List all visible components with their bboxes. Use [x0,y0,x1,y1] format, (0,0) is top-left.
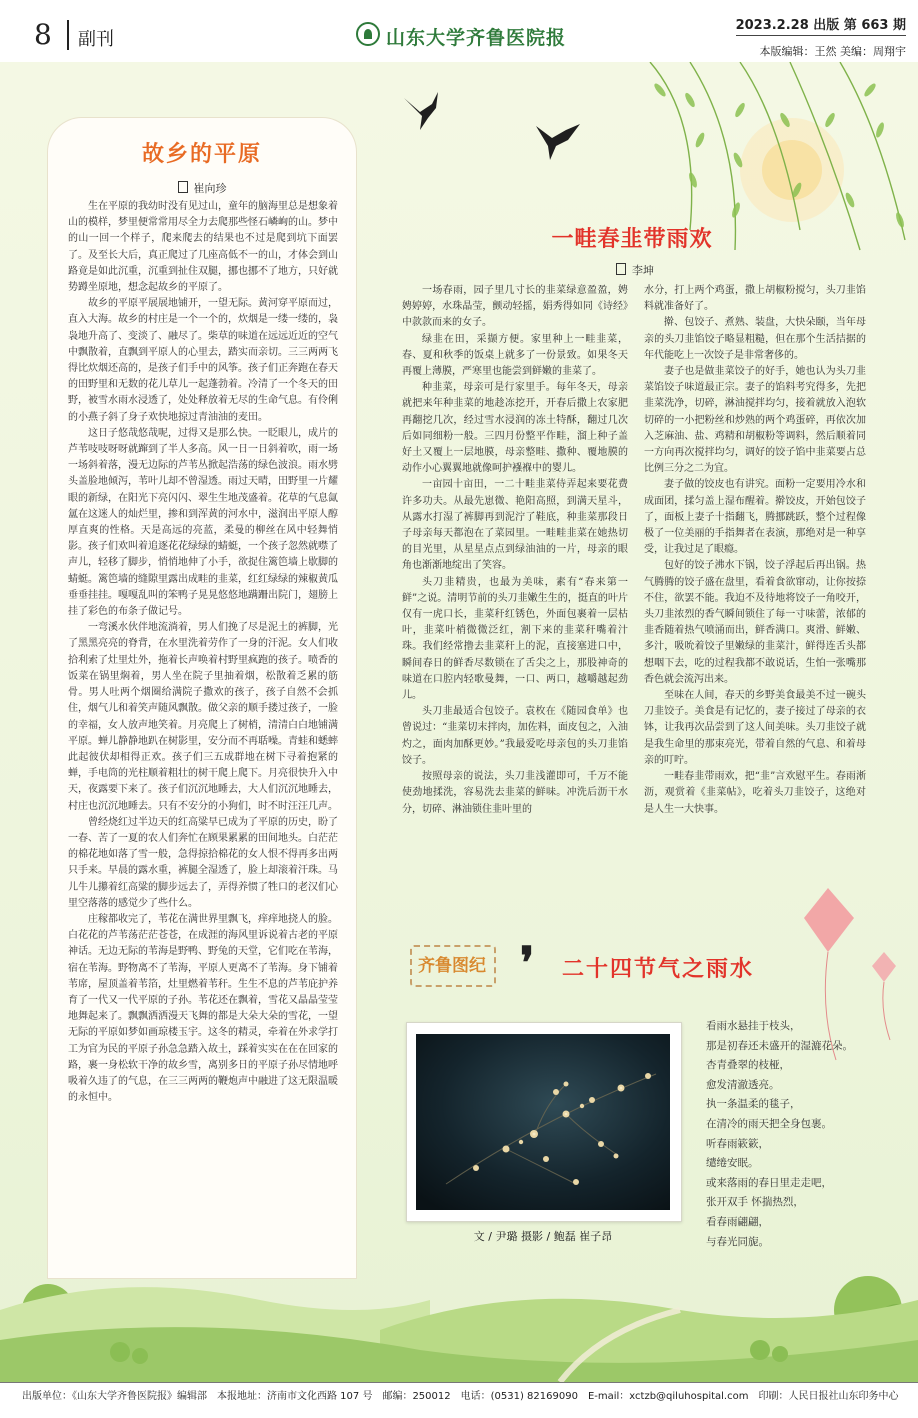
article2-paragraph: 至味在人间，春天的乡野美食最美不过一碗头刀韭饺子。美食是有记忆的，妻子接过了母亲的衣钵，让我再次品尝到了这人间美味。头刀韭饺子就是我生命里的那束亮光，带着自然的气息、和着母亲的叮咛。 [644,690,866,766]
article2-paragraph: 妻子也是做韭菜饺子的好手，她也认为头刀韭菜馅饺子味道最正宗。妻子的馅料考究得多，先把韭菜洗净，切碎，淋油搅拌均匀，接着就放入泡软切碎的一小把粉丝和炒熟的两个鸡蛋碎，再依次加入芝麻油、盐、鸡精和胡椒粉等调料，然后顺着同一方向再次搅拌均匀，调好的饺子馅中韭菜要占总比例三分之二为宜。 [644,366,866,475]
article2-title: 一畦春韭带雨欢 [551,226,713,252]
article2-author: 李坤 [632,264,654,277]
article1-byline [48,180,356,196]
header-divider [67,20,69,50]
article1-paragraph: 生在平原的我幼时没有见过山，童年的脑海里总是想象着山的模样，梦里便常常用尽全力去爬那些怪石嶙峋的山。梦中的山一回一个样子，爬来爬去的结果也不过是爬到坑下面罢了。及至长大后，真正爬过了几座高低不一的山，才体会到山路竟是如此沉重，沉重到扯住双腿，挪也挪不了地方，只好就势蹲坐原地，想念起故乡的平原了。 [68,201,338,294]
document-icon [178,181,188,193]
article1-title: 故乡的平原 [141,141,262,167]
poem-line: 在清冷的雨天把全身包裹。 [706,1117,832,1130]
article1-paragraph: 故乡的平原平展展地铺开，一望无际。黄河穿平原而过，直入大海。故乡的村庄是一个一个的，炊烟是一缕一缕的，袅袅地升高了、变淡了、融尽了。柴草的味道在远远近近的空气中飘散着，直飘到平原人的心里去，踏实而亲切。三三两两飞得比炊烟还高的，是孩子们手中的风筝。孩子们正奔跑在春天的田野里和无数的花儿草儿一起蓬勃着。冷清了一个冬天的田野，被雪水雨水浸透了，处处释放着无尽的生命气息。有伶俐的小燕子斜了身子欢快地掠过青油油的麦田。 [68,298,338,423]
article2-paragraph: 按照母亲的说法，头刀韭浅灌即可，千万不能使劲地揉洗，容易洗去韭菜的鲜味。冲洗后沥干水分，切碎、淋油锁住韭叶里的 [402,771,628,815]
poem [706,1017,876,1252]
article2-paragraph: 擀、包饺子、煮熟、装盘，大快朵颐，当年母亲的头刀韭馅饺子略显粗糙，但在那个生活拮据的年代能吃上一次饺子是非常奢侈的。 [644,317,866,361]
page-header [0,0,918,62]
article2-paragraph: 包好的饺子沸水下锅，饺子浮起后再出锅。热气腾腾的饺子盛在盘里，看着食欲窜动，让你按捺不住，欲罢不能。我迫不及待地将饺子一角咬开，头刀韭浓烈的香气瞬间锁住了每一寸味蕾，浓郁的韭香随着热气喷涌而出，鲜香满口。爽滑、鲜嫩、多汁，吸吮着饺子里嫩绿的韭菜汁，鲜得连舌头都想咽下去，吃的过程我都不敢说话，生怕一张嘴那香色就会流泻出来。 [644,560,866,685]
article1-paragraph: 曾经烧红过半边天的红高粱早已成为了平原的历史，盼了一春、苦了一夏的农人们奔忙在顾果累累的田间地头。白茫茫的棉花地如落了雪一般，急得掠拾棉花的女人恨不得再多出两只手来。早晨的露水重，裤腿全湿透了，脸上却滚着汗珠。马儿牛儿攥着红高粱的脚步远去了，弄得养惯了牲口的老汉们心里空落落的感觉少了些什么。 [68,816,338,909]
article2-paragraph: 一场春雨，园子里几寸长的韭菜绿意盈盈，娉娉婷婷，水珠晶莹，颤动轻摇，娟秀得如同《诗经》中款款而来的女子。 [402,285,628,329]
article2-paragraph: 一亩园十亩田，一二十畦韭菜侍弄起来要花费许多功夫。从最先崽微、艳阳高照，到满天星斗，从露水打湿了裤脚再到泥泞了鞋底，种韭菜那段日子母亲每天都泡在了菜园里。一畦畦韭菜在她热切的目光里，从星星点点到绿油油的一片，母亲的眼角也渐渐地绽出了笑容。 [402,479,628,572]
article2-paragraph: 种韭菜，母亲可是行家里手。每年冬天，母亲就把来年种韭菜的地趁冻挖开，开春后撒上农家肥再翻挖几次，经过雪水浸润的冻土特酥，翻过几次后如同细粉一般。三四月份整平作畦，溜上种子盖好土又覆上一层地膜，母亲整畦、撒种、覆地膜的动作小心翼翼地就像呵护襁褓中的婴儿。 [402,382,628,475]
poem-line: 看春雨翩翩， [706,1215,769,1228]
page-footer [0,1382,918,1418]
page-number: 8 [34,18,52,51]
document-icon [616,263,626,275]
hospital-logo-icon [356,22,380,46]
poem-line: 听春雨簌簌， [706,1137,769,1150]
quote-mark-icon: ❜ [520,938,535,989]
article2-paragraph: 水分，打上两个鸡蛋，撒上胡椒粉搅匀，头刀韭馅料就准备好了。 [644,285,866,313]
issue-info [736,14,906,59]
issue-date: 2023.2.28 出版 第 663 期 [735,18,906,33]
poem-line: 愈发清澈透亮。 [706,1078,780,1091]
article2-paragraph: 妻子做的饺皮也有讲究。面粉一定要用冷水和成面团，揉匀盖上湿布醒着。擀饺皮，开始包饺子了，面板上妻子十指翻飞，腾挪跳跃，整个过程像极了一位美丽的手指舞者在表演，那绝对是一种享受，让我过足了眼瘾。 [644,479,866,556]
article1-paragraph: 庄稼都收完了，苇花在满世界里飘飞，痒痒地挠人的脸。白花花的芦苇荡茫茫苍苍，在成涯的海风里诉说着古老的平原神话。无边无际的苇海是野鸭、野兔的天堂，它们吃在苇海，宿在苇海。野物离不了苇海，平原人更离不了苇海。身下铺着苇席，屋顶盖着苇箔，灶里燃着苇秆。生生不息的芦苇庇护养育了一代又一代平原的子孙。苇花还在飘着，雪花又晶晶莹莹地舞起来了。飘飘洒洒漫天飞舞的都是大朵大朵的雪花，一望无际的平原如梦如画琼楼玉宇。这冬的精灵，牵着在外求学打工为官为民的平原子孙急急踏入故土，踩着实实在在在回家的路，裹一身松软干净的故乡雪，离别多日的平原子孙尽情地呼吸着久违了的气息，在三三两两的鞭炮声中融进了这无限温暖的永恒中。 [68,913,338,1104]
masthead [356,22,576,50]
rain-blossom-photo [416,1034,670,1210]
article2-column-1 [402,283,628,883]
masthead-title: 山东大学齐鲁医院报 [386,27,567,49]
footer-publisher-info: 出版单位：《山东大学齐鲁医院报》编辑部 本报地址：济南市文化西路 107 号 邮编：250012 电话：(0531) 82169090 E-mail：xctzb@qiluhospital.com 印刷：人民日报社山东印务中心 [22,1391,899,1402]
poem-line: 那是初春还未盛开的湿漉花朵。 [706,1039,853,1052]
poem-line: 杏青叠翠的枝桠， [706,1059,790,1072]
article2-paragraph: 头刀韭精贵，也最为美味，素有“春来第一鲜”之说。清明节前的头刀韭嫩生生的，挺直的叶片仅有一虎口长，韭菜秆红锈色，外面包裹着一层枯叶，韭菜叶梢微微泛红，割下来的韭菜秆嘴着汁珠。我们经常撸去韭菜秆上的泥，直接塞进口中，瞬间春日的鲜香尽数锁在了舌尖之上，那股神奇的味道在口腔内轻歌曼舞，一口、两口，越嚼越起劲儿。 [402,576,628,702]
photo-caption: 文 / 尹璐 摄影 / 鲍磊 崔子昂 [473,1230,613,1243]
poem-line: 缱绻安眠。 [706,1157,759,1170]
article2-paragraph: 头刀韭最适合包饺子。袁枚在《随园食单》也曾说过：“韭菜切末拌肉，加佐料，面皮包之，入油灼之，面肉加酥更妙。”我最爱吃母亲包的头刀韭馅饺子。 [402,706,628,766]
footer-rule [0,1382,918,1383]
hills-illustration [0,1270,918,1382]
poem-line: 或来落雨的春日里走走吧， [706,1176,832,1189]
header-rule [736,35,906,36]
article1-paragraph: 这日子悠哉悠哉呢，过得又是那么快。一眨眼儿，成片的芦苇吱吱呀呀就蹿到了半人多高。风一日一日斜着吹，雨一场一场斜着落，漫无边际的芦苇丛掀起浩荡的绿色波浪。雨水劈头盖脸地倾泻，苇叶儿却不曾湿透。雨过天晴，田野里一片耀眼的新绿，在阳光下亮闪闪、翠生生地茂盛着。花草的气息氤氲在这迷人的灿烂里，掺和到浑黄的河水中，滋润出平原人醇厚直爽的性格。天是高远的亮蓝，柔曼的柳丝在风中轻舞悄影。孩子们欢叫着追逐花花绿绿的蜻蜓，一个孩子忽然就噤了声儿，轻移了脚步，悄悄地伸了小手，欲捉住篱笆墙上歇脚的蜻蜓。篱笆墙的缝隙里露出成畦的韭菜，红红绿绿的辣椒黄瓜垂垂挂挂。嘎嘎乱叫的笨鸭子晃晃悠悠地蹒跚出院门，翅膀上挂了彩色的布条子做记号。 [68,427,338,618]
poem-line: 执一条温柔的毯子， [706,1098,801,1111]
section-name: 副刊 [78,29,114,50]
article3-title: 二十四节气之雨水 [562,956,755,982]
editors-line: 本版编辑：王然 美编：周翔宇 [759,45,906,58]
article1-paragraph: 一弯溪水伙伴地流淌着，男人们挽了尽是泥土的裤脚，光了黑黑亮亮的脊背，在水里洗着劳作了一身的汗泥。女人们收拾利索了灶里灶外，拖着长声唤着村野里疯跑的孩子。喷香的饭菜在锅里焖着，男人坐在院子里抽着烟，松散着乏累的筋骨。男人吐两个烟圈给满院子撒欢的孩子，孩子自然不会抓住，烟气儿和着笑声随风飘散。做父亲的顺手搂过孩子，一脸的幸福，女人放声地笑着。月亮爬上了树梢，清清白白地铺满平原。蝉儿静静地趴在树影里，安分而不再聒噪。青蛙和蟋蟀此起彼伏却相得正欢。孩子们三五成群地在树下寻着抱紧的蝉，手电筒的光柱顺着粗壮的树干爬上爬下。月亮很快升入中天，夜露要下来了。孩子们沉沉地睡去，大人们沉沉地睡去，村庄也沉沉地睡去。只有不安分的小狗们，时不时汪汪几声。 [68,622,338,812]
article1-author: 崔向珍 [193,182,227,195]
article1-body [68,199,338,1274]
article2-paragraph: 绿韭在田，采撷方便。家里种上一畦韭菜，春、夏和秋季的饭桌上就多了一份景致。如果冬天再覆上薄膜，严寒里也能尝到鲜嫩的韭菜了。 [402,333,628,378]
article2-column-2 [644,283,866,883]
poem-line: 与春光同旎。 [706,1235,769,1248]
poem-line: 看雨水悬挂于枝头， [706,1020,801,1032]
article2-byline [560,262,710,278]
poem-line: 张开双手 怀揣热烈， [706,1196,804,1209]
article2-paragraph: 一畦春韭带雨欢，把“韭”言欢慰平生。春雨淅沥，观赏着《韭菜帖》，吃着头刀韭饺子，这绝对是人生一大快事。 [644,771,866,815]
column-badge: 齐鲁图纪 [418,956,486,976]
